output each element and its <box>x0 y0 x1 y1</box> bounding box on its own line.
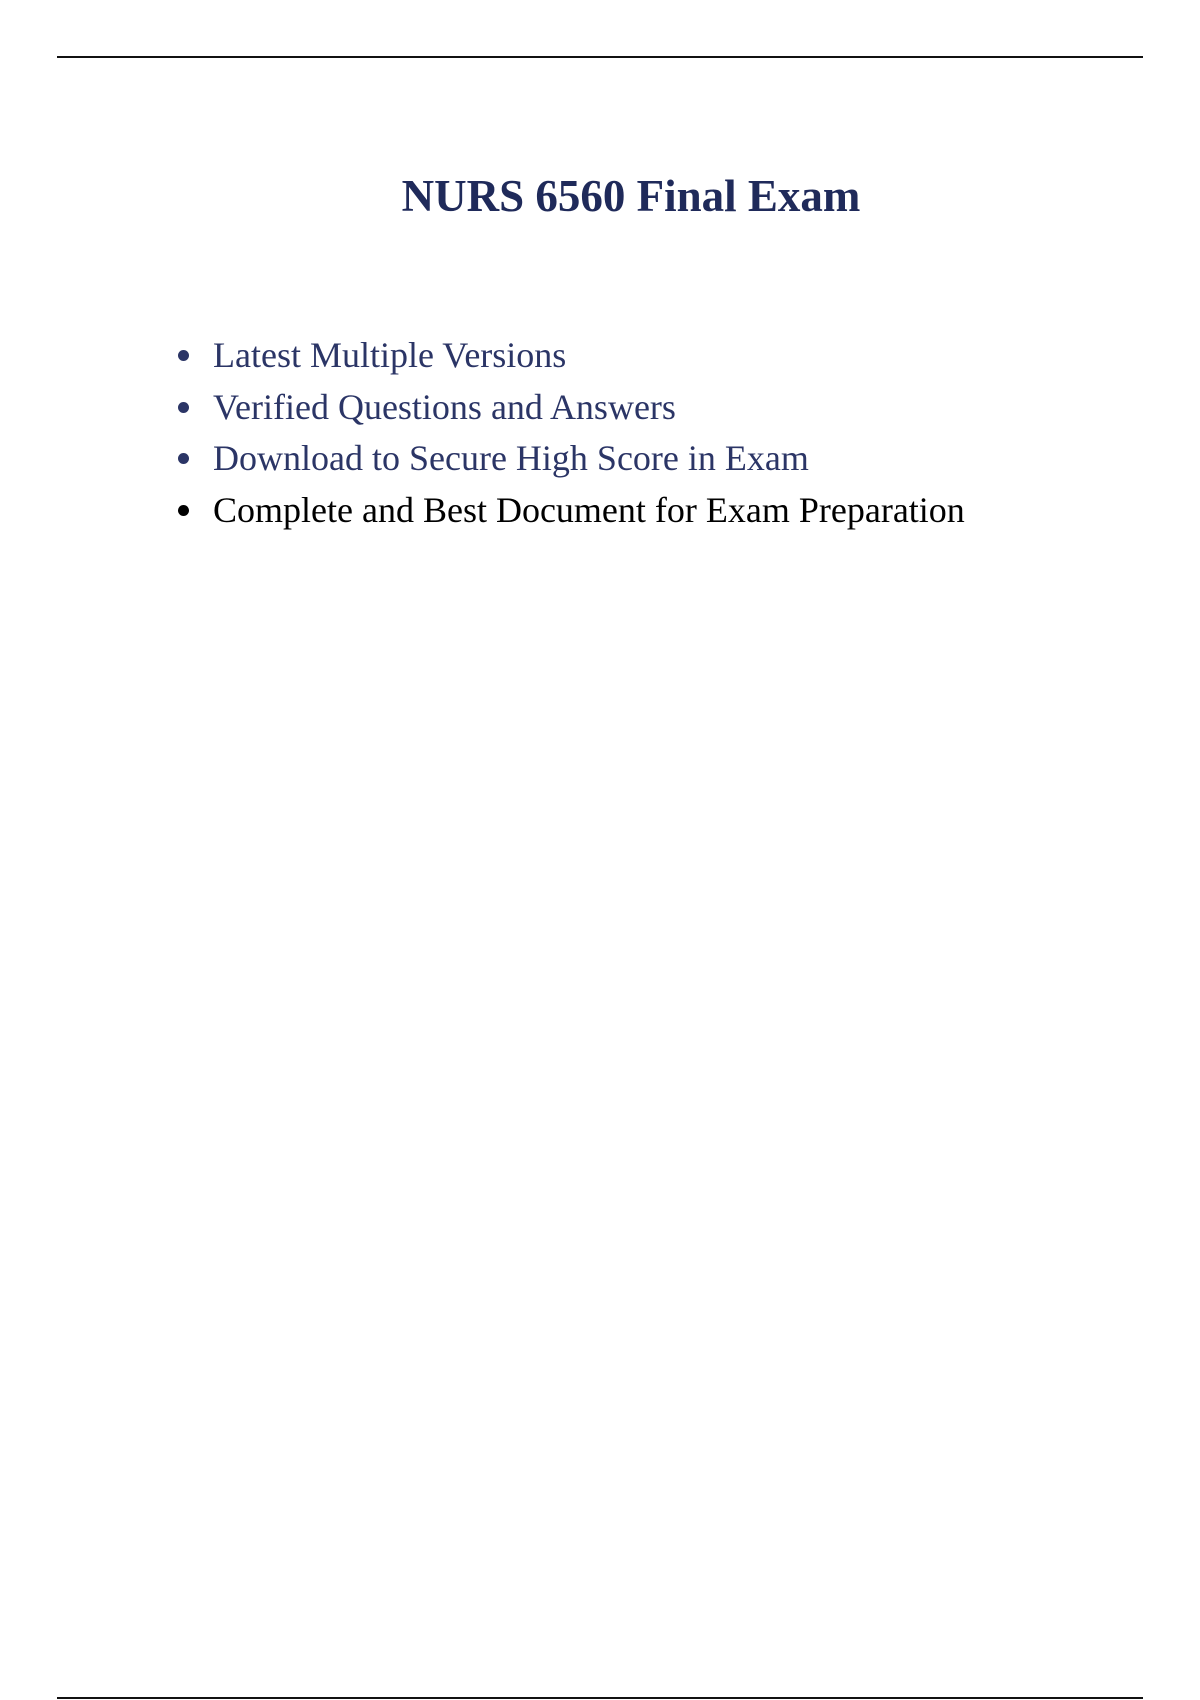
list-item-text: Complete and Best Document for Exam Preparation <box>213 489 965 530</box>
bullet-dot-icon <box>178 453 189 464</box>
list-item-text: Latest Multiple Versions <box>213 335 567 376</box>
feature-list <box>178 330 965 536</box>
list-item-text: Verified Questions and Answers <box>213 386 676 427</box>
bullet-dot-icon <box>178 505 189 516</box>
bullet-dot-icon <box>178 402 189 413</box>
page-title: NURS 6560 Final Exam <box>401 171 861 221</box>
list-item <box>178 382 965 434</box>
list-item-text: Download to Secure High Score in Exam <box>213 438 809 479</box>
list-item <box>178 433 965 485</box>
bottom-rule <box>57 1697 1143 1699</box>
top-rule <box>57 56 1143 58</box>
list-item <box>178 330 965 382</box>
list-item <box>178 485 965 537</box>
bullet-dot-icon <box>178 350 189 361</box>
